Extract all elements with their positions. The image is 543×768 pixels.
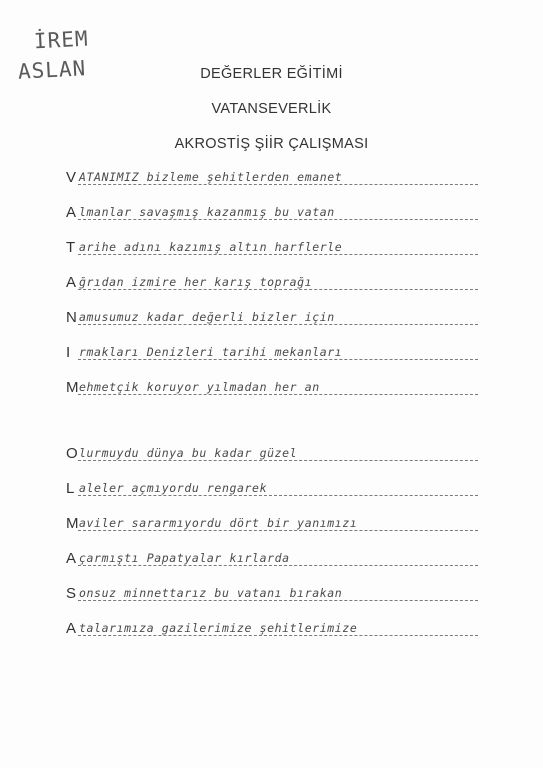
handwritten-text: ATANIMIZ bizleme şehitlerden emanet <box>79 170 343 184</box>
writing-line <box>78 394 478 395</box>
poem-line <box>66 615 478 639</box>
poem-initial: A <box>66 550 77 567</box>
poem-initial: A <box>66 620 77 637</box>
writing-line <box>78 635 478 636</box>
poem-line <box>66 199 478 223</box>
poem-initial: M <box>66 515 79 532</box>
handwritten-text: lurmuydu dünya bu kadar güzel <box>79 446 298 460</box>
poem-initial: V <box>66 169 77 186</box>
handwritten-text: rmakları Denizleri tarihi mekanları <box>79 345 343 359</box>
poem-initial: S <box>66 585 77 602</box>
poem-line <box>66 510 478 534</box>
poem-initial: I <box>66 344 71 361</box>
handwritten-text: lmanlar savaşmış kazanmış bu vatan <box>79 205 335 219</box>
poem-line <box>66 339 478 363</box>
poem-line <box>66 164 478 188</box>
writing-line <box>78 359 478 360</box>
author-last-name: ASLAN <box>17 56 87 84</box>
writing-line <box>78 495 478 496</box>
poem-line <box>66 580 478 604</box>
poem-initial: A <box>66 274 77 291</box>
poem-line <box>66 269 478 293</box>
heading-values-education: DEĞERLER EĞİTİMİ <box>200 66 343 82</box>
poem-line <box>66 234 478 258</box>
poem-initial: T <box>66 239 76 256</box>
poem-initial: O <box>66 445 78 462</box>
poem-initial: A <box>66 204 77 221</box>
handwritten-text: arihe adını kazımış altın harflerle <box>79 240 343 254</box>
poem-initial: N <box>66 309 77 326</box>
handwritten-text: ğrıdan izmire her karış toprağı <box>79 275 313 289</box>
handwritten-text: ehmetçik koruyor yılmadan her an <box>79 380 320 394</box>
author-first-name: İREM <box>33 26 90 54</box>
poem-line <box>66 304 478 328</box>
handwritten-text: aleler açmıyordu rengarek <box>79 481 268 495</box>
handwritten-text: onsuz minnettarız bu vatanı bırakan <box>79 586 343 600</box>
poem-initial: M <box>66 379 79 396</box>
writing-line <box>78 600 478 601</box>
poem-line <box>66 545 478 569</box>
heading-acrostic-poem: AKROSTİŞ ŞİİR ÇALIŞMASI <box>174 136 369 152</box>
poem-line <box>66 475 478 499</box>
poem-line <box>66 374 478 398</box>
writing-line <box>78 184 478 185</box>
handwritten-text: aviler sararmıyordu dört bir yanımızı <box>79 516 358 530</box>
writing-line <box>78 254 478 255</box>
poem-line <box>66 440 478 464</box>
writing-line <box>78 565 478 566</box>
poem-initial: L <box>66 480 75 497</box>
writing-line <box>78 460 478 461</box>
writing-line <box>78 289 478 290</box>
writing-line <box>78 530 478 531</box>
writing-line <box>78 324 478 325</box>
handwritten-text: çarmıştı Papatyalar kırlarda <box>79 551 290 565</box>
handwritten-text: amusumuz kadar değerli bizler için <box>79 310 335 324</box>
writing-line <box>78 219 478 220</box>
handwritten-text: talarımıza gazilerimize şehitlerimize <box>79 621 358 635</box>
heading-patriotism: VATANSEVERLİK <box>211 101 332 117</box>
